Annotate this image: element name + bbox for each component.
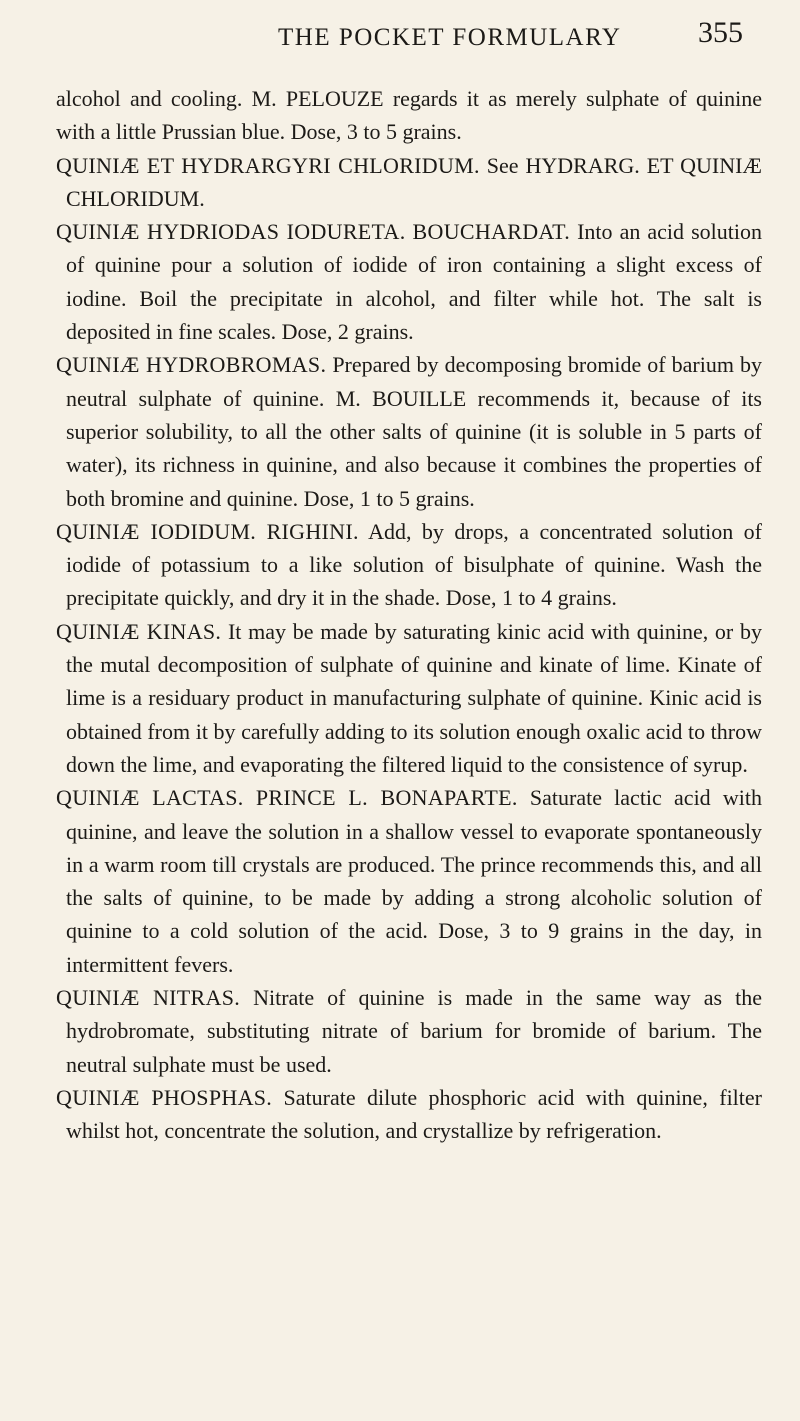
entry-text: Into an acid solution of quinine pour a solution of iodide of iron containing a slight excess of iodine. Boil the precipitate in alcohol, and filter while hot. The salt is deposited in fine scales. Dose, 2 grains.	[66, 219, 762, 345]
entry-text: Add, by drops, a concentrated solution of iodide of potassium to a like solution of bisulphate of quinine. Wash the precipitate quickly, and dry it in the shade. Dose, 1 to 4 grains.	[66, 518, 762, 611]
entry-heading: QUINIÆ PHOSPHAS.	[56, 1084, 273, 1110]
entry-authority: RIGHINI.	[266, 518, 359, 544]
entry-continuation	[56, 82, 762, 149]
entry-quiniae-lactas	[56, 781, 762, 981]
entry-quiniae-phosphas	[56, 1081, 762, 1148]
page-header	[0, 14, 800, 64]
entry-quiniae-kinas	[56, 615, 762, 781]
entry-heading: QUINIÆ HYDRIODAS IODURETA.	[56, 219, 406, 245]
page-body	[56, 82, 762, 1148]
entry-text: Nitrate of quinine is made in the same way as the hydrobromate, substituting nitrate of barium for bromide of barium. The neutral sulphate must be used.	[66, 985, 763, 1077]
entry-authority: BOUCHARDAT.	[412, 219, 571, 245]
entry-text: alcohol and cooling. M. PELOUZE regards it as merely sulphate of quinine with a little Prussian blue. Dose, 3 to 5 grains.	[56, 86, 762, 145]
entry-text: See HYDRARG. ET QUINIÆ CHLORIDUM.	[66, 152, 762, 211]
entry-text: Saturate dilute phosphoric acid with quinine, filter whilst hot, concentrate the solution, and crystallize by refrigeration.	[66, 1084, 762, 1144]
entry-authority: PRINCE L. BONAPARTE.	[255, 785, 518, 811]
entry-quiniae-hydriodas-iodureta	[56, 215, 762, 348]
entry-heading: QUINIÆ HYDROBROMAS.	[56, 352, 327, 378]
entry-heading: QUINIÆ IODIDUM.	[56, 518, 257, 544]
entry-quiniae-nitras	[56, 981, 762, 1081]
entry-quiniae-hydrobromas	[56, 348, 762, 514]
entry-quiniae-et-hydrargyri-chloridum	[56, 149, 762, 216]
entry-text: It may be made by saturating kinic acid with quinine, or by the mutal decomposition of sulphate of quinine and kinate of lime. Kinate of lime is a residuary product in manufacturing sulphate of quinine. Kinic acid is obtained from it by carefully adding to its solution enough oxalic acid to throw down the lime, and evaporating the filtered liquid to the consistence of syrup.	[66, 618, 762, 777]
entry-text: Saturate lactic acid with quinine, and leave the solution in a shallow vessel to evaporate spontaneously in a warm room till crystals are produced. The prince recommends this, and all the salts of quinine, to be made by adding a strong alcoholic solution of quinine to a cold solution of the acid. Dose, 3 to 9 grains in the day, in intermittent fevers.	[66, 785, 763, 977]
entry-heading: QUINIÆ NITRAS.	[56, 985, 241, 1011]
entry-quiniae-iodidum	[56, 515, 762, 615]
entry-heading: QUINIÆ LACTAS.	[56, 785, 244, 811]
entry-heading: QUINIÆ ET HYDRARGYRI CHLORIDUM.	[56, 152, 480, 178]
entry-text: Prepared by decomposing bromide of barium by neutral sulphate of quinine. M. BOUILLE recommends it, because of its superior solubility, to all the other salts of quinine (it is soluble in 5 parts of water), its richness in quinine, and also because it combines the properties of both bromine and quinine. Dose, 1 to 5 grains.	[66, 352, 762, 511]
entry-heading: QUINIÆ KINAS.	[56, 618, 222, 644]
page-number: 355	[698, 16, 743, 49]
running-title: THE POCKET FORMULARY	[278, 24, 622, 51]
